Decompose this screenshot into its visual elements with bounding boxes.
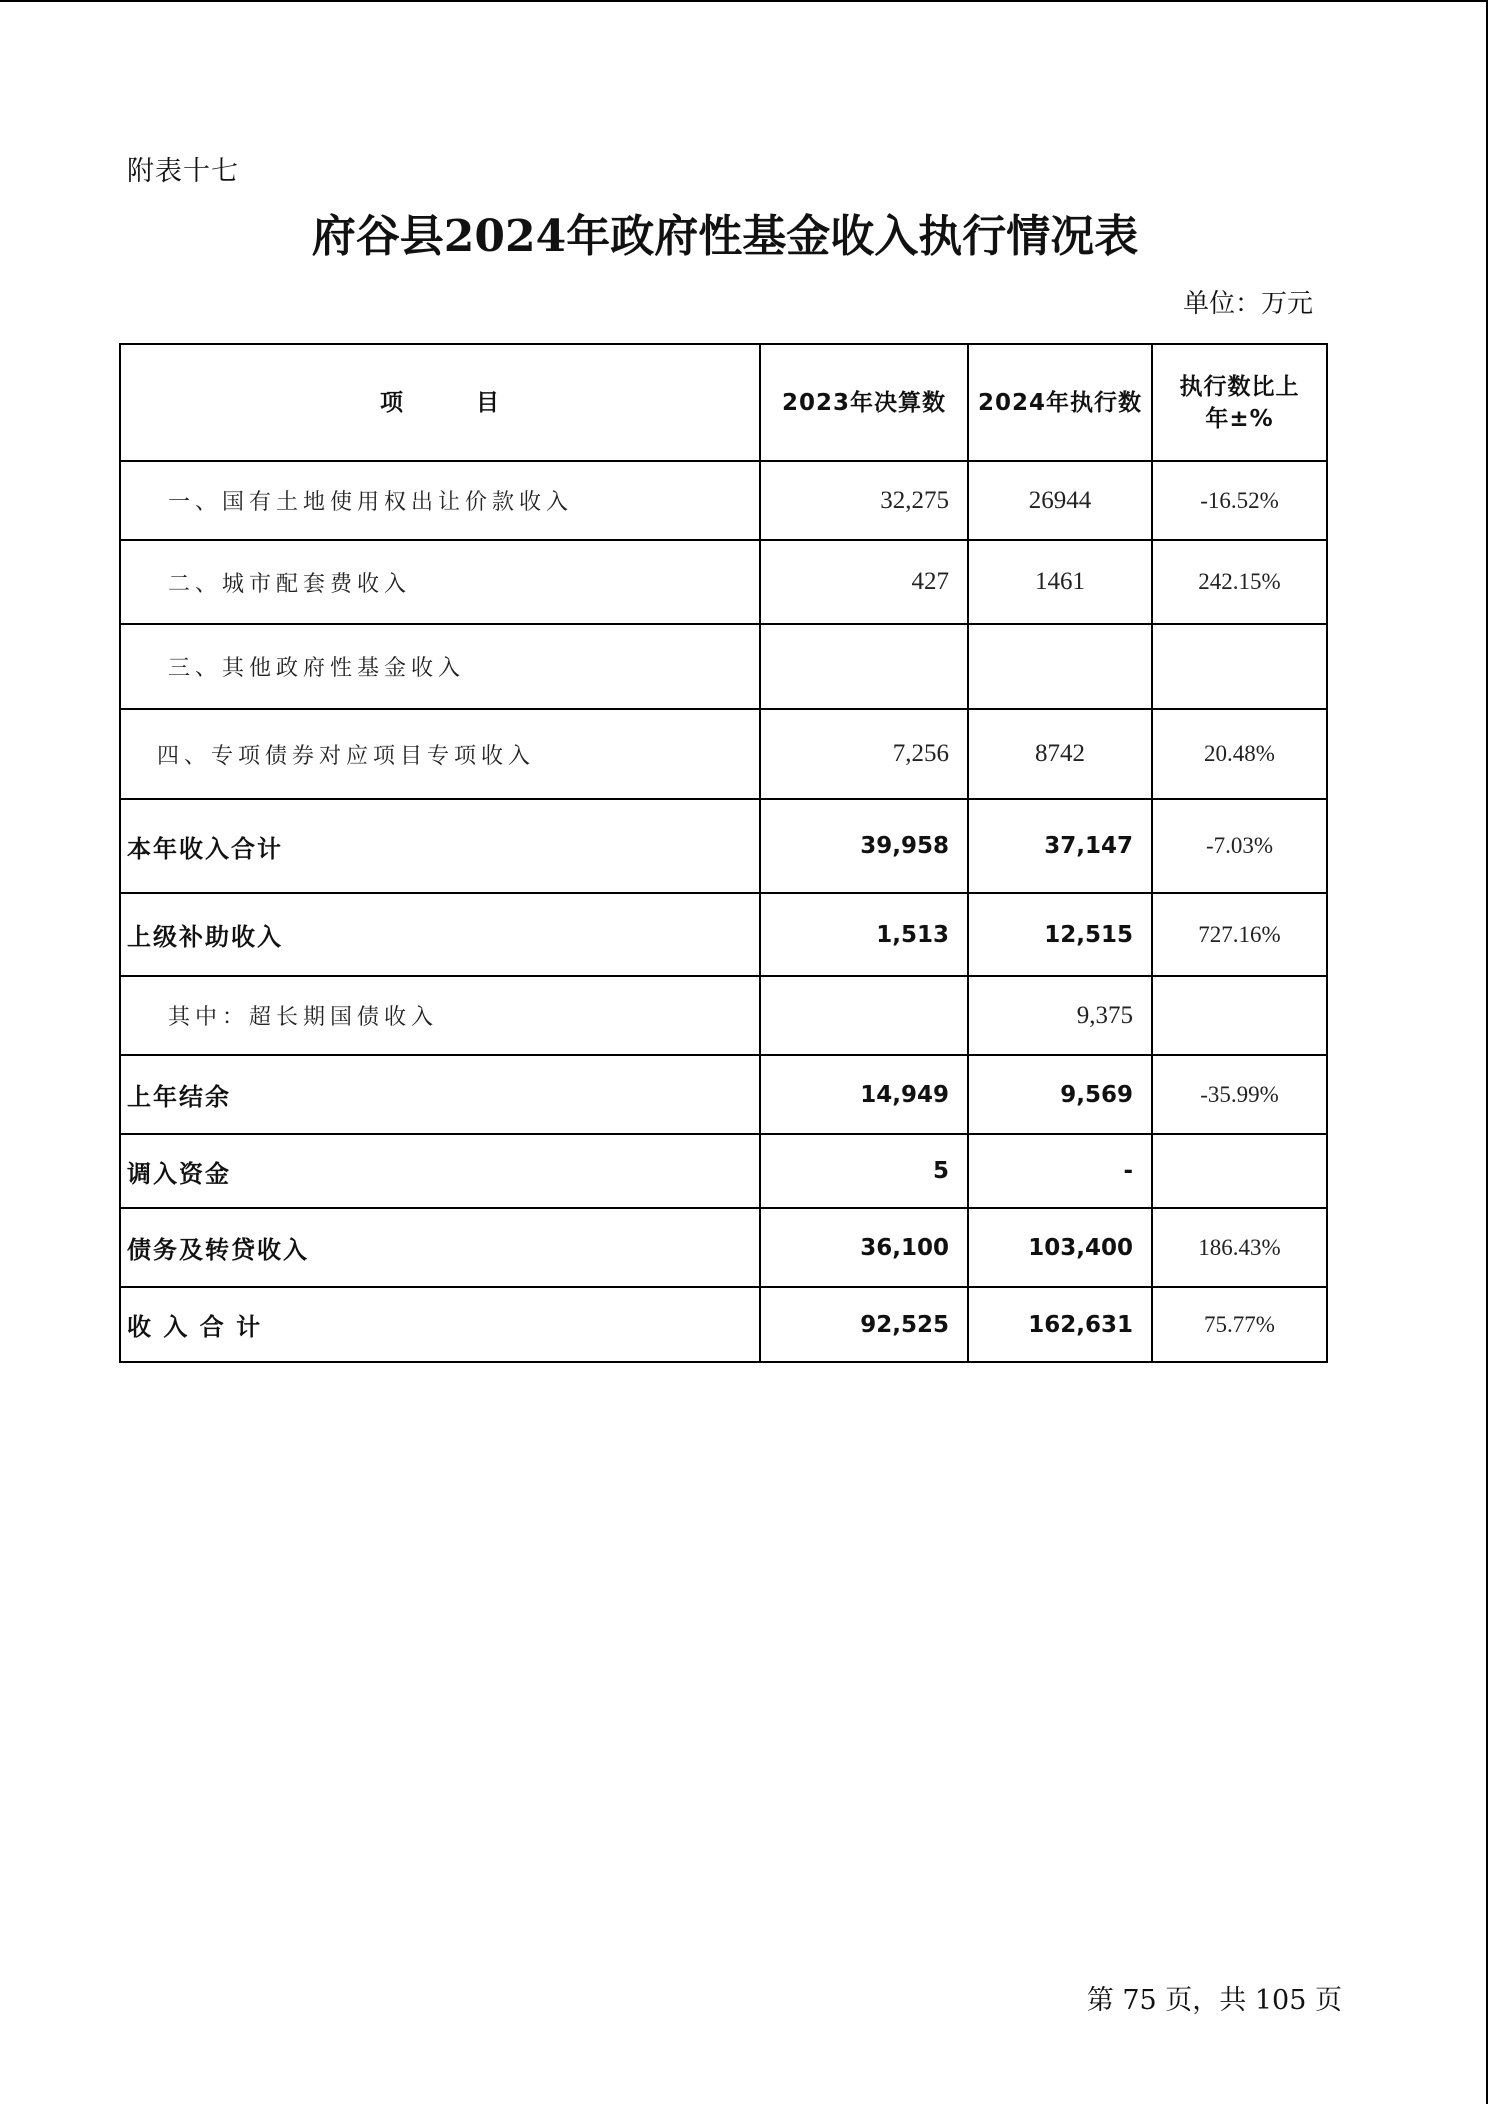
value-2023: 1,513	[760, 893, 968, 976]
value-2023: 14,949	[760, 1055, 968, 1134]
value-2023: 7,256	[760, 709, 968, 799]
header-2023: 2023年决算数	[760, 344, 968, 461]
row-label: 债务及转贷收入	[120, 1208, 760, 1287]
value-2023: 427	[760, 540, 968, 624]
page-number: 第 75 页，共 105 页	[1086, 1985, 1342, 2016]
row-label: 三、其他政府性基金收入	[120, 624, 760, 709]
table-row	[120, 799, 1327, 893]
table-row	[120, 624, 1327, 709]
appendix-label: 附表十七	[127, 156, 239, 187]
row-label: 二、城市配套费收入	[120, 540, 760, 624]
row-label: 调入资金	[120, 1134, 760, 1208]
value-2023	[760, 976, 968, 1055]
change-pct: 186.43%	[1152, 1208, 1327, 1287]
value-2024: 12,515	[968, 893, 1152, 976]
value-2023: 36,100	[760, 1208, 968, 1287]
value-2024: -	[968, 1134, 1152, 1208]
row-label: 上年结余	[120, 1055, 760, 1134]
revenue-table	[119, 343, 1328, 1363]
change-pct: -16.52%	[1152, 461, 1327, 540]
header-change	[1152, 344, 1327, 461]
value-2023: 39,958	[760, 799, 968, 893]
header-2024: 2024年执行数	[968, 344, 1152, 461]
header-change-line1: 执行数比上	[1179, 373, 1300, 400]
value-2024: 26944	[968, 461, 1152, 540]
header-change-line2: 年±%	[1205, 405, 1274, 432]
row-label: 本年收入合计	[120, 799, 760, 893]
table-row	[120, 1055, 1327, 1134]
row-label: 一、国有土地使用权出让价款收入	[120, 461, 760, 540]
value-2024: 9,375	[968, 976, 1152, 1055]
value-2024: 37,147	[968, 799, 1152, 893]
table-row	[120, 461, 1327, 540]
header-item	[120, 344, 760, 461]
value-2024: 9,569	[968, 1055, 1152, 1134]
value-2023: 32,275	[760, 461, 968, 540]
value-2023	[760, 624, 968, 709]
table-row	[120, 540, 1327, 624]
table-row	[120, 709, 1327, 799]
change-pct	[1152, 976, 1327, 1055]
row-label: 收 入 合 计	[120, 1287, 760, 1362]
value-2024	[968, 624, 1152, 709]
change-pct	[1152, 1134, 1327, 1208]
change-pct: -35.99%	[1152, 1055, 1327, 1134]
row-label: 四、专项债券对应项目专项收入	[120, 709, 760, 799]
change-pct	[1152, 624, 1327, 709]
table-header-row	[120, 344, 1327, 461]
table-row	[120, 976, 1327, 1055]
row-label: 其中：超长期国债收入	[120, 976, 760, 1055]
table-row	[120, 1287, 1327, 1362]
value-2023: 92,525	[760, 1287, 968, 1362]
row-label: 上级补助收入	[120, 893, 760, 976]
value-2024: 162,631	[968, 1287, 1152, 1362]
unit-label: 单位：万元	[1182, 289, 1313, 319]
value-2024: 8742	[968, 709, 1152, 799]
change-pct: 75.77%	[1152, 1287, 1327, 1362]
page-title: 府谷县2024年政府性基金收入执行情况表	[311, 211, 1139, 262]
value-2023: 5	[760, 1134, 968, 1208]
change-pct: 242.15%	[1152, 540, 1327, 624]
change-pct: 20.48%	[1152, 709, 1327, 799]
change-pct: -7.03%	[1152, 799, 1327, 893]
header-item-text: 项 目	[380, 389, 500, 416]
value-2024: 1461	[968, 540, 1152, 624]
table-row	[120, 893, 1327, 976]
change-pct: 727.16%	[1152, 893, 1327, 976]
table-row	[120, 1208, 1327, 1287]
value-2024: 103,400	[968, 1208, 1152, 1287]
table-row	[120, 1134, 1327, 1208]
